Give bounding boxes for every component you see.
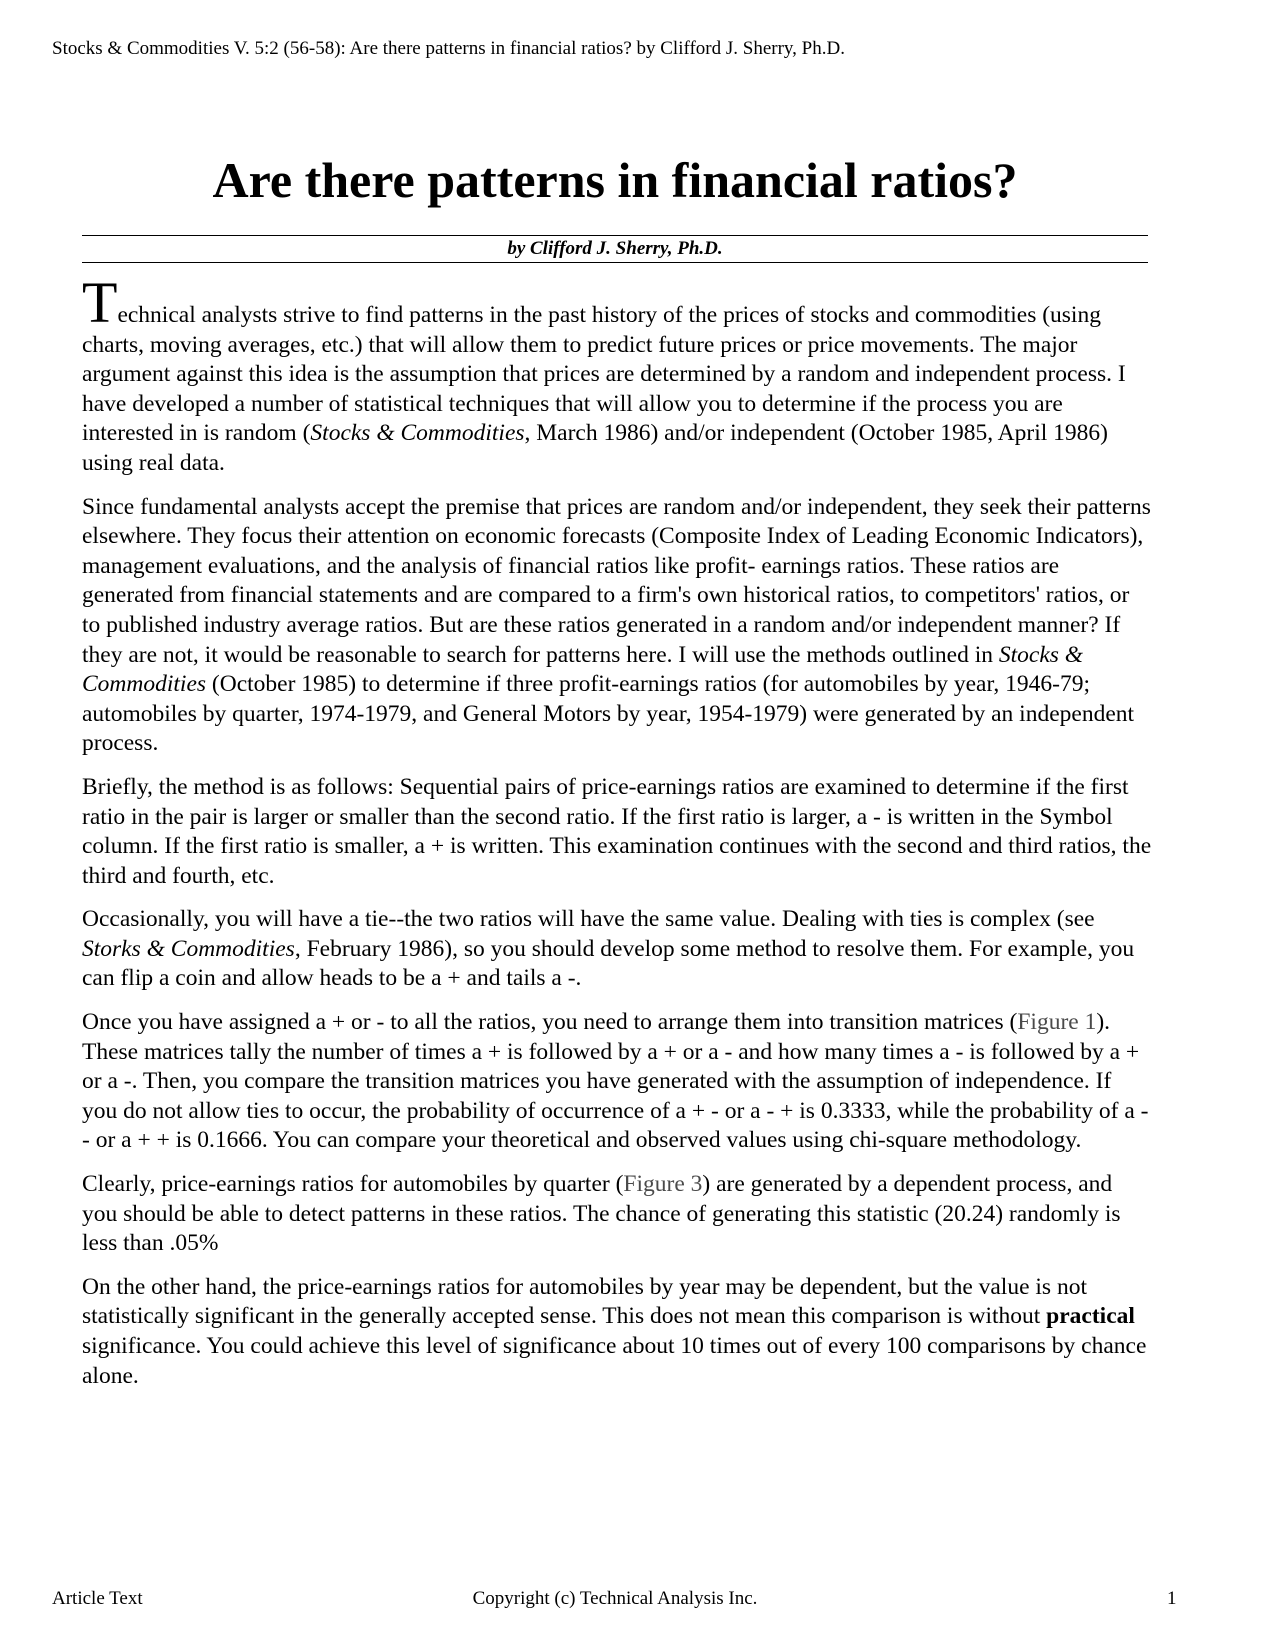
paragraph-6	[82, 1170, 1152, 1259]
drop-cap: T	[82, 270, 118, 335]
paragraph-5-text-b: ). These matrices tally the number of times a + is followed by a + or a - and how many times a - is followed by a + or a -. Then, you compare the transition matrices you have generated with the assumption of independence. If you do not allow ties to occur, the probability of occurrence of a + - or a - + is 0.3333, while the probability of a - - or a + + is 0.1666. You can compare your theoretical and observed values using chi-square methodology.	[82, 1009, 1149, 1154]
paragraph-1-text-b: , March 1986) and/or independent (October 1985, April 1986) using real data.	[82, 420, 1108, 476]
page-number: 1	[1167, 1588, 1177, 1609]
paragraph-4-text-b: , February 1986), so you should develop some method to resolve them. For example, you can flip a coin and allow heads to be a + and tails a -.	[82, 935, 1135, 992]
running-header: Stocks & Commodities V. 5:2 (56-58): Are there patterns in financial ratios? by Clifford J. Sherry, Ph.D.	[52, 38, 845, 59]
paragraph-7-text-a: On the other hand, the price-earnings ratios for automobiles by year may be dependent, but the value is not statistically significant in the generally accepted sense. This does not mean this comparison is without	[82, 1273, 1087, 1330]
figure-1-link[interactable]: Figure 1	[1017, 1009, 1097, 1036]
paragraph-7	[82, 1273, 1152, 1391]
publication-title: Storks & Commodities	[82, 935, 295, 962]
footer-copyright: Copyright (c) Technical Analysis Inc.	[472, 1588, 758, 1609]
paragraph-2-text-a: Since fundamental analysts accept the premise that prices are random and/or independent, they seek their patterns elsewhere. They focus their attention on economic forecasts (Composite Index of Leading Economic Indicators), management evaluations, and the analysis of financial ratios like profit- earnings ratios. These ratios are generated from financial statements and are compared to a firm's own historical ratios, to competitors' ratios, or to published industry average ratios. But are these ratios generated in a random and/or independent manner? If they are not, it would be reasonable to search for patterns here. I will use the methods outlined in	[82, 493, 1151, 668]
paragraph-6-text-a: Clearly, price-earnings ratios for automobiles by quarter (	[82, 1171, 624, 1198]
paragraph-4	[82, 905, 1152, 994]
emphasis-practical: practical	[1046, 1303, 1135, 1330]
publication-title: Stocks & Commodities	[310, 420, 525, 447]
paragraph-7-text-b: significance. You could achieve this level of significance about 10 times out of every 100 comparisons by chance alone.	[82, 1333, 1147, 1389]
paragraph-5-text-a: Once you have assigned a + or - to all the ratios, you need to arrange them into transition matrices (	[82, 1009, 1018, 1036]
paragraph-5	[82, 1008, 1152, 1156]
paragraph-1-text-a: echnical analysts strive to find patterns in the past history of the prices of stocks and commodities (using charts, moving averages, etc.) that will allow them to predict future prices or price movements. The major argument against this idea is the assumption that prices are determined by a random and independent process. I have developed a number of statistical techniques that will allow you to determine if the process you are interested in is random (	[82, 302, 1126, 447]
footer-left: Article Text	[52, 1588, 143, 1609]
figure-3-link[interactable]: Figure 3	[623, 1171, 703, 1198]
paragraph-6-text-b: ) are generated by a dependent process, and you should be able to detect patterns in these ratios. The chance of generating this statistic (20.24) randomly is less than .05%	[82, 1171, 1121, 1257]
publication-title: Stocks & Commodities	[82, 641, 1084, 698]
byline: by Clifford J. Sherry, Ph.D.	[82, 235, 1148, 263]
article-body	[82, 270, 1152, 1405]
paragraph-1	[82, 270, 1152, 479]
paragraph-2-text-b: (October 1985) to determine if three profit-earnings ratios (for automobiles by year, 1946-79; automobiles by quarter, 1974-1979, and General Motors by year, 1954-1979) were generated by an independent process.	[82, 671, 1135, 757]
paragraph-3: Briefly, the method is as follows: Sequential pairs of price-earnings ratios are examined to determine if the first ratio in the pair is larger or smaller than the second ratio. If the first ratio is larger, a - is written in the Symbol column. If the first ratio is smaller, a + is written. This examination continues with the second and third ratios, the third and fourth, etc.	[82, 773, 1152, 889]
paragraph-2	[82, 493, 1152, 759]
paragraph-4-text-a: Occasionally, you will have a tie--the two ratios will have the same value. Dealing with ties is complex (see	[82, 906, 1095, 933]
article-title: Are there patterns in financial ratios?	[212, 152, 1018, 208]
